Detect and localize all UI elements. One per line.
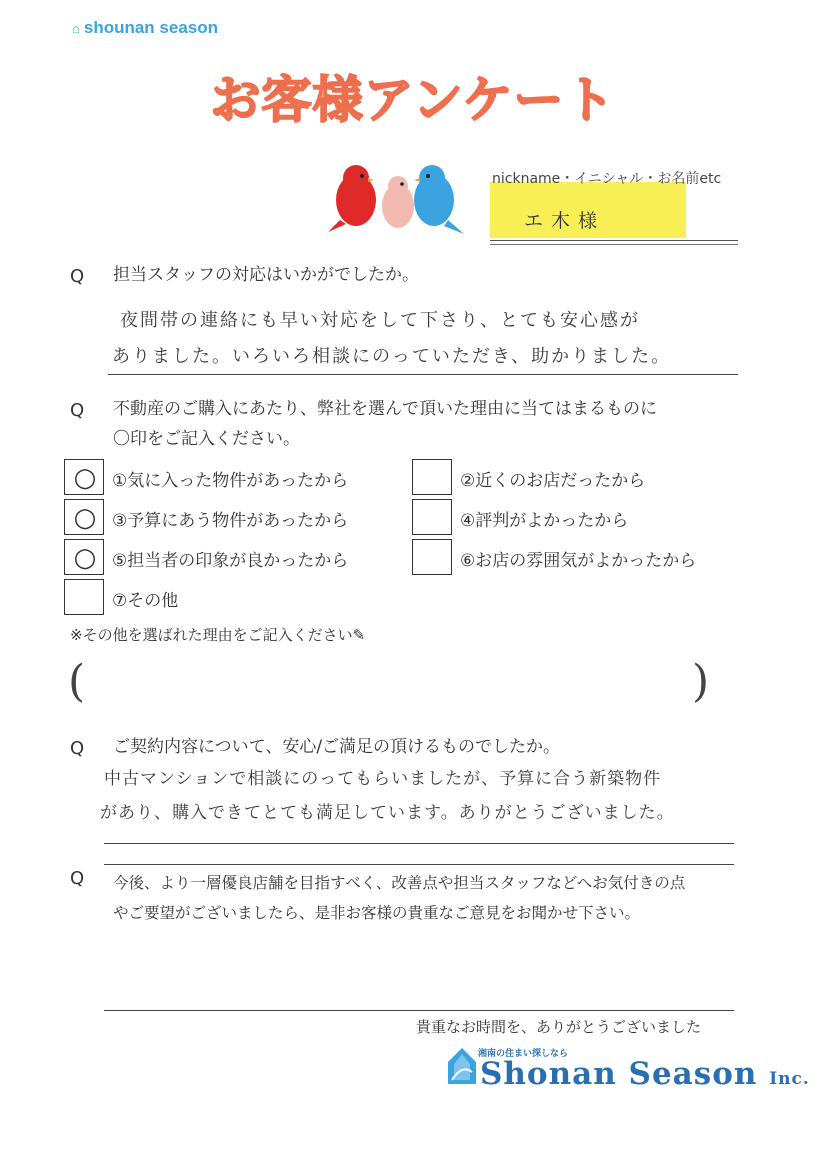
nickname-label: nickname・イニシャル・お名前etc <box>492 171 722 187</box>
checkbox-option-7[interactable] <box>64 579 104 615</box>
option-3-mark: ○ <box>73 503 97 533</box>
q2-question-line2: 〇印をご記入ください。 <box>113 429 300 449</box>
pink-bird-icon <box>382 176 414 228</box>
q2-marker: Q <box>70 400 85 421</box>
logo-name: Shonan Season <box>480 1056 758 1092</box>
q1-answer-line1: 夜間帯の連絡にも早い対応をして下さり、とても安心感が <box>120 310 640 331</box>
option-7-label: ⑦その他 <box>112 591 179 611</box>
house-logo-icon <box>446 1046 478 1086</box>
nickname-underline-2 <box>490 244 738 245</box>
checkbox-option-6[interactable] <box>412 539 452 575</box>
q2-question-line1: 不動産のご購入にあたり、弊社を選んで頂いた理由に当てはまるものに <box>113 399 657 419</box>
logo-inc: Inc. <box>769 1069 810 1089</box>
checkbox-option-2[interactable] <box>412 459 452 495</box>
page-title: お客様アンケート <box>210 71 616 129</box>
birds-illustration <box>326 160 466 238</box>
other-reason-close-paren: ) <box>692 656 710 707</box>
checkbox-option-1[interactable] <box>64 459 104 495</box>
brand-header <box>72 18 218 38</box>
nickname-underline <box>490 240 738 241</box>
option-1-label: ①気に入った物件があったから <box>112 471 349 491</box>
other-reason-open-paren: ( <box>68 656 86 707</box>
q1-marker: Q <box>70 266 85 287</box>
nickname-value: エ木様 <box>524 210 606 232</box>
q3-answer-line1: 中古マンションで相談にのってもらいましたが、予算に合う新築物件 <box>104 769 662 789</box>
checkbox-option-4[interactable] <box>412 499 452 535</box>
q4-question-line2: やご要望がございましたら、是非お客様の貴重なご意見をお聞かせ下さい。 <box>113 904 641 922</box>
option-4-label: ④評判がよかったから <box>460 511 629 531</box>
option-6-label: ⑥お店の雰囲気がよかったから <box>460 551 697 571</box>
logo-tagline: 湘南の住まい探しなら <box>478 1049 569 1059</box>
q1-rule <box>108 374 738 375</box>
option-5-mark: ○ <box>73 543 97 573</box>
logo-wordmark <box>480 1056 810 1092</box>
option-3-label: ③予算にあう物件があったから <box>112 511 349 531</box>
home-icon: ⌂ <box>72 21 80 36</box>
blue-bird-icon <box>414 165 464 234</box>
q3-rule-1 <box>104 843 734 844</box>
q1-question: 担当スタッフの対応はいかがでしたか。 <box>113 265 419 285</box>
option-5-label: ⑤担当者の印象が良かったから <box>112 551 349 571</box>
red-bird-icon <box>328 165 376 232</box>
other-reason-note: ※その他を選ばれた理由をご記入ください✎ <box>70 626 366 644</box>
q1-answer-line2: ありました。いろいろ相談にのっていただき、助かりました。 <box>112 346 672 367</box>
option-1-mark: ○ <box>73 463 97 493</box>
q3-rule-2 <box>104 864 734 865</box>
q3-marker: Q <box>70 738 85 759</box>
checkbox-option-5[interactable] <box>64 539 104 575</box>
option-2-label: ②近くのお店だったから <box>460 471 646 491</box>
brand-name: shounan season <box>83 18 218 37</box>
q4-rule <box>104 1010 734 1011</box>
q3-answer-line2: があり、購入できてとても満足しています。ありがとうございました。 <box>100 803 675 823</box>
footer-thanks: 貴重なお時間を、ありがとうございました <box>416 1018 702 1036</box>
q4-marker: Q <box>70 868 85 889</box>
q3-question: ご契約内容について、安心/ご満足の頂けるものでしたか。 <box>113 737 561 757</box>
q4-question-line1: 今後、より一層優良店舗を目指すべく、改善点や担当スタッフなどへお気付きの点 <box>113 874 686 892</box>
checkbox-option-3[interactable] <box>64 499 104 535</box>
